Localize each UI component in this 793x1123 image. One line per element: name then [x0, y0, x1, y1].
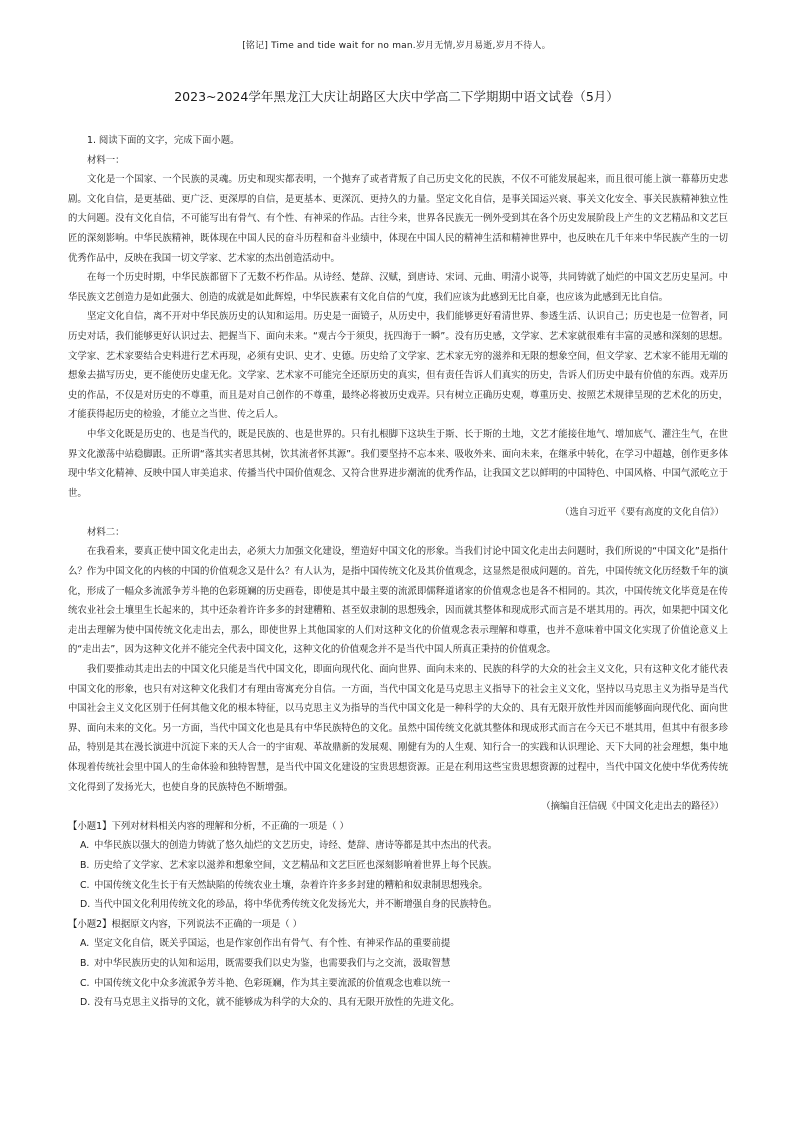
header-motto: [铭记] Time and tide wait for no man.岁月无情,岁月易逝,岁月不待人。 [242, 41, 551, 51]
material1-paragraph: 中华文化既是历史的、也是当代的，既是民族的、也是世界的。只有扎根脚下这块生于斯、长于斯的土地，文艺才能接住地气、增加底气、灌注生气，在世界文化激荡中站稳脚跟。正所谓“落其实者思其树，饮其流者怀其源”。我们要坚持不忘本来、吸收外来、面向未来，在继承中转化，在学习中超越，创作更多体现中华文化精神、反映中国人审美追求、传播当代中国价值观念、又符合世界进步潮流的优秀作品，让我国文艺以鲜明的中国特色、中国风格、中国气派屹立于世。 [68, 428, 728, 499]
option-text: 中国传统文化生长于有天然缺陷的传统农业土壤，杂着许许多多封建的糟粕和奴隶制思想残余。 [94, 879, 488, 891]
answer-option-c[interactable] [68, 876, 728, 896]
option-letter: B. [80, 957, 90, 969]
option-letter: C. [80, 977, 90, 989]
option-letter: A. [80, 938, 90, 950]
question-stem: 【小题1】下列对材料相关内容的理解和分析，不正确的一项是（ ） [68, 820, 349, 832]
material1-paragraph: 在每一个历史时期，中华民族都留下了无数不朽作品。从诗经、楚辞、汉赋，到唐诗、宋词、元曲、明清小说等，共同铸就了灿烂的中国文艺历史星河。中华民族文艺创造力是如此强大、创造的成就是如此辉煌，中华民族素有文化自信的气度，我们应该为此感到无比自豪，也应该为此感到无比自信。 [68, 272, 728, 303]
material1-source: （选自习近平《要有高度的文化自信》） [559, 507, 724, 519]
option-letter: C. [80, 879, 90, 891]
answer-option-a[interactable] [68, 934, 728, 954]
section-instruction: 1. 阅读下面的文字，完成下面小题。 [87, 135, 240, 146]
answer-option-d[interactable] [68, 993, 728, 1013]
option-text: 当代中国文化利用传统文化的珍品，将中华优秀传统文化发扬光大，并不断增强自身的民族特色。 [94, 899, 498, 911]
option-text: 坚定文化自信，既关乎国运，也是作家创作出有骨气、有个性、有神采作品的重要前提 [94, 938, 451, 950]
exam-content [68, 131, 728, 1013]
answer-option-d[interactable] [68, 895, 728, 915]
option-text: 中国传统文化中众多流派争芳斗艳、色彩斑斓，作为其主要流派的价值观念也难以统一 [94, 977, 451, 989]
material1-label: 材料一： [87, 154, 125, 166]
answer-option-b[interactable] [68, 856, 728, 876]
option-letter: A. [80, 840, 90, 852]
answer-option-b[interactable] [68, 954, 728, 974]
material2-paragraph: 在我看来，要真正使中国文化走出去，必须大力加强文化建设，塑造好中国文化的形象。当我们讨论中国文化走出去问题时，我们所说的“中国文化”是指什么？作为中国文化的内核的中国的价值观念又是什么？有人认为，是指中国传统文化及其价值观念，这显然是很成问题的。首先，中国传统文化历经数千年的演化，形成了一幅众多流派争芳斗艳的色彩斑斓的历史画卷，即使是其中最主要的流派即儒释道诸家的价值观念也是各不相同的。其次，中国传统文化毕竟是在传统农业社会土壤里生长起来的，其中还杂着许许多多的封建糟粕、甚至奴隶制的思想残余，因而就其整体和现成形式而言是不堪其用的。再次，如果把中国文化走出去理解为使中国传统文化走出去，那么，即使世界上其他国家的人们对这种文化的价值观念表示理解和尊重，也并不意味着中国文化实现了价值论意义上的“走出去”，因为这种文化并不能完全代表中国文化，这种文化的价值观念并不是当代中国人所真正秉持的价值观念。 [68, 546, 728, 656]
answer-option-c[interactable] [68, 974, 728, 994]
option-letter: D. [80, 997, 91, 1009]
option-text: 历史给了文学家、艺术家以滋养和想象空间，文艺精品和文艺巨匠也深刻影响着世界上每个民族。 [94, 859, 498, 871]
option-text: 中华民族以强大的创造力铸就了悠久灿烂的文艺历史，诗经、楚辞、唐诗等都是其中杰出的代表。 [94, 840, 498, 852]
material1-paragraph: 坚定文化自信，离不开对中华民族历史的认知和运用。历史是一面镜子，从历史中，我们能够更好看清世界、参透生活、认识自己；历史也是一位智者，同历史对话，我们能够更好认识过去、把握当下、面向未来。“观古今于须臾，抚四海于一瞬”。没有历史感，文学家、艺术家就很难有丰富的灵感和深刻的思想。文学家、艺术家要结合史料进行艺术再现，必须有史识、史才、史德。历史给了文学家、艺术家无穷的滋养和无限的想象空间，但文学家、艺术家不能用无端的想象去描写历史，更不能使历史虚无化。文学家、艺术家不可能完全还原历史的真实，但有责任告诉人们真实的历史，告诉人们历史中最有价值的东西。戏弄历史的作品，不仅是对历史的不尊重，而且是对自己创作的不尊重，最终必将被历史戏弄。只有树立正确历史观，尊重历史、按照艺术规律呈现的艺术化的历史，才能获得起历史的检验，才能立之当世、传之后人。 [68, 311, 728, 421]
option-text: 没有马克思主义指导的文化，就不能够成为科学的大众的、具有无限开放性的先进文化。 [94, 997, 460, 1009]
question-stem: 【小题2】根据原文内容，下列说法不正确的一项是（ ） [68, 918, 302, 930]
material2-source: （摘编自汪信砚《中国文化走出去的路径》） [541, 801, 724, 813]
material2-paragraph: 我们要推动其走出去的中国文化只能是当代中国文化，即面向现代化、面向世界、面向未来的、民族的科学的大众的社会主义文化，只有这种文化才能代表中国文化的形象，也只有对这种文化我们才有理由寄寓充分自信。一方面，当代中国文化是马克思主义指导下的社会主义文化，坚持以马克思主义为指导是当代中国社会主义文化区别于任何其他文化的根本特征，以马克思主义为指导的当代中国文化是一种科学的大众的、具有无限开放性并因而能够面向现代化、面向世界、面向未来的文化。另一方面，当代中国文化也是具有中华民族特色的文化。虽然中国传统文化就其整体和现成形式而言在今天已不堪其用，但其中有很多珍品，特别是其在漫长演进中沉淀下来的天人合一的宇宙观、革故鼎新的发展观、刚健有为的人生观、知行合一的实践和认识理论、天下大同的社会理想，集中地体现着传统社会里中国人的生命体验和独特智慧，是当代中国文化建设的宝贵思想资源。正是在利用这些宝贵思想资源的过程中，当代中国文化使中华优秀传统文化得到了发扬光大，也使自身的民族特色不断增强。 [68, 664, 728, 793]
material2-label: 材料二： [87, 526, 125, 538]
option-letter: D. [80, 899, 91, 911]
option-text: 对中华民族历史的认知和运用，既需要我们以史为鉴，也需要我们与之交流，汲取智慧 [94, 957, 451, 969]
document-title: 2023~2024学年黑龙江大庆让胡路区大庆中学高二下学期期中语文试卷（5月） [174, 89, 619, 104]
material1-paragraph: 文化是一个国家、一个民族的灵魂。历史和现实都表明，一个抛弃了或者背叛了自己历史文化的民族，不仅不可能发展起来，而且很可能上演一幕幕历史悲剧。文化自信，是更基础、更广泛、更深厚的自信，是更基本、更深沉、更持久的力量。坚定文化自信，是事关国运兴衰、事关文化安全、事关民族精神独立性的大问题。没有文化自信，不可能写出有骨气、有个性、有神采的作品。古往今来，世界各民族无一例外受到其在各个历史发展阶段上产生的文艺精品和文艺巨匠的深刻影响。中华民族精神，既体现在中国人民的奋斗历程和奋斗业绩中，体现在中国人民的精神生活和精神世界中，也反映在几千年来中华民族产生的一切优秀作品中，反映在我国一切文学家、艺术家的杰出创造活动中。 [68, 174, 728, 264]
answer-option-a[interactable] [68, 836, 728, 856]
option-letter: B. [80, 859, 90, 871]
